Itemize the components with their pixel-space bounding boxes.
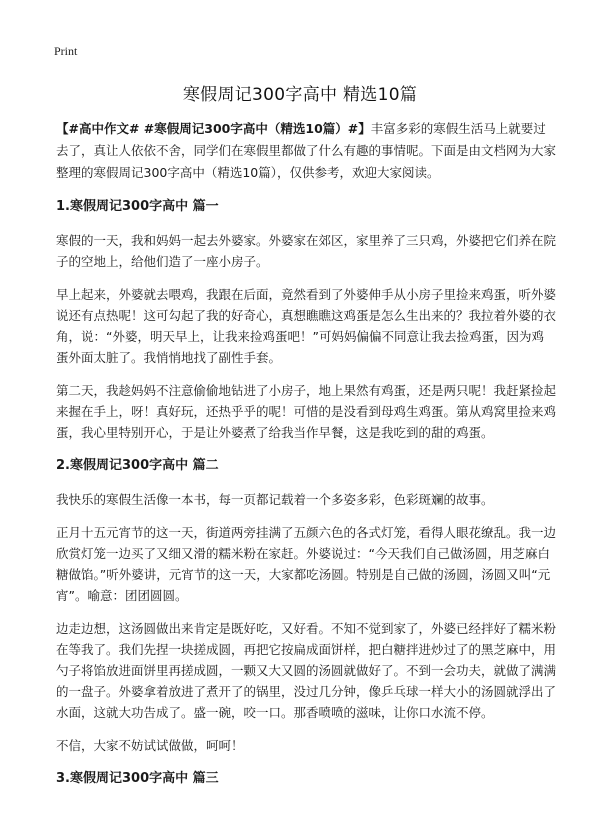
page-title: 寒假周记300字高中 精选10篇 xyxy=(182,85,418,105)
print-link[interactable]: Print xyxy=(54,44,78,58)
intro-text: 丰富多彩的寒假生活马上就要过去了，真让人依依不舍，同学们在寒假里都做了什么有趣的事情呢。下面是由文档网为大家整理的寒假周记300字高中（精选10篇），仅供参考，欢迎大家阅读。 xyxy=(56,121,557,180)
paragraph: 第二天，我趁妈妈不注意偷偷地钻进了小房子，地上果然有鸡蛋，还是两只呢！我赶紧捡起来握在手上，呀！真好玩，还热乎乎的呢！可惜的是没看到母鸡生鸡蛋。第从鸡窝里捡来鸡蛋，我心里特别开心，于是让外婆煮了给我当作早餐，这是我吃到的甜的鸡蛋。 xyxy=(56,383,557,440)
paragraph: 寒假的一天，我和妈妈一起去外婆家。外婆家在郊区，家里养了三只鸡，外婆把它们养在院子的空地上，给他们造了一座小房子。 xyxy=(56,233,557,269)
intro-paragraph xyxy=(56,118,556,184)
section-heading: 3.寒假周记300字高中 篇三 xyxy=(56,771,219,786)
paragraph: 正月十五元宵节的这一天，街道两旁挂满了五颜六色的各式灯笼，看得人眼花缭乱。我一边欣赏灯笼一边买了又细又滑的糯米粉在家赶。外婆说过：“今天我们自己做汤圆，用芝麻白糖做馅。”听外婆讲，元宵节的这一天，大家都吃汤圆。特别是自己做的汤圆，汤圆又叫“元宵”。喻意：团团圆圆。 xyxy=(56,525,557,603)
paragraph: 我快乐的寒假生活像一本书，每一页都记载着一个多姿多彩，色彩斑斓的故事。 xyxy=(56,492,494,507)
section-heading: 1.寒假周记300字高中 篇一 xyxy=(56,199,219,214)
paragraph: 边走边想，这汤圆做出来肯定是既好吃，又好看。不知不觉到家了，外婆已经拌好了糯米粉在等我了。我们先捏一块搓成圆，再把它按扁成面饼样，把白糖拌进炒过了的黑芝麻中，用勺子将馅放进面饼里再搓成圆，一颗又大又圆的汤圆就做好了。不到一会功夫，就做了满满的一盘子。外婆拿着放进了煮开了的锅里，没过几分钟，像乒乓球一样大小的汤圆就浮出了水面，这就大功告成了。盛一碗，咬一口。那香喷喷的滋味，让你口水流不停。 xyxy=(56,621,557,720)
article-body xyxy=(56,118,556,802)
intro-tags: 【#高中作文# #寒假周记300字高中（精选10篇）#】 xyxy=(56,121,371,136)
section-heading: 2.寒假周记300字高中 篇二 xyxy=(56,458,219,473)
paragraph: 不信，大家不妨试试做做，呵呵！ xyxy=(56,738,244,753)
paragraph: 早上起来，外婆就去喂鸡，我跟在后面，竟然看到了外婆伸手从小房子里捡来鸡蛋，听外婆说还有点热呢！这可勾起了我的好奇心，真想瞧瞧这鸡蛋是怎么生出来的？我拉着外婆的衣角，说：“外婆，明天早上，让我来捡鸡蛋吧！”可妈妈偏偏不同意让我去捡鸡蛋，因为鸡蛋外面太脏了。我悄悄地找了副性手套。 xyxy=(56,287,557,365)
